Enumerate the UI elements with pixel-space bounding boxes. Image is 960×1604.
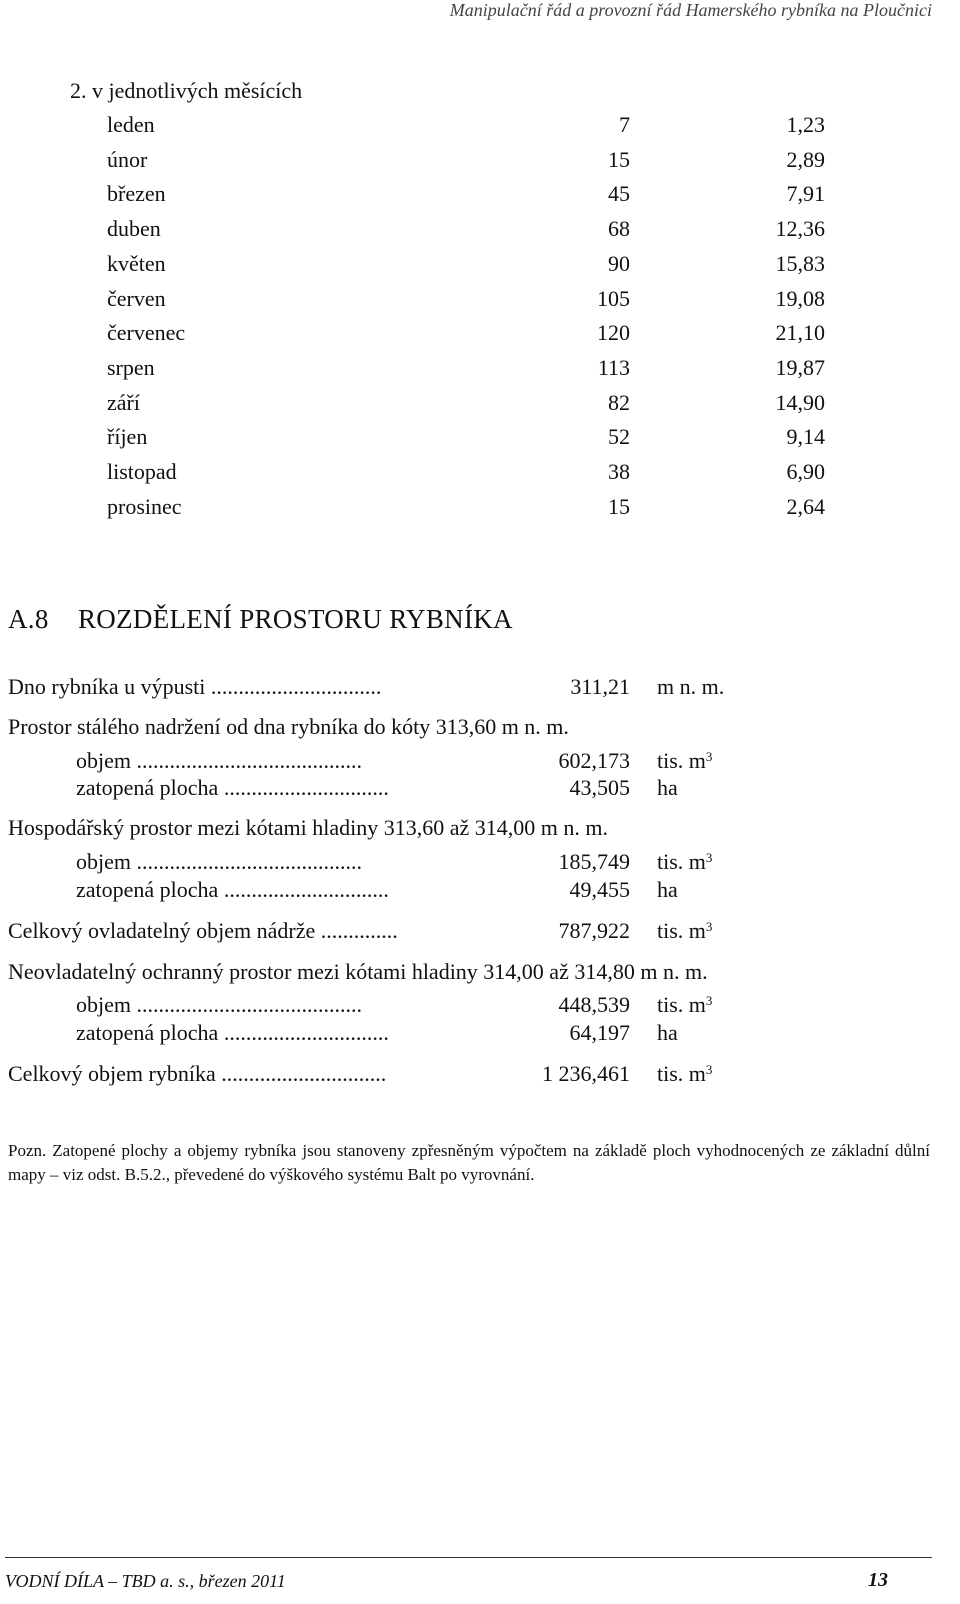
page-header: Manipulační řád a provozní řád Hamerského rybníka na Ploučnici [449,0,932,20]
dno-unit: m n. m. [657,674,725,699]
neovl-plocha-label: zatopená plocha .............................. [76,1020,389,1045]
unit-text: tis. m [657,849,706,874]
month-value-1: 15 [608,147,630,172]
footer-divider [5,1557,932,1558]
month-value-2: 1,23 [786,112,825,137]
celk-ovl-unit [657,918,712,944]
unit-exponent: 3 [705,993,713,1008]
month-value-2: 2,64 [786,494,825,519]
month-value-2: 9,14 [786,424,825,449]
month-name: leden [107,112,155,137]
neovl-heading: Neovladatelný ochranný prostor mezi kótami hladiny 314,00 až 314,80 m n. m. [8,959,708,984]
month-value-2: 7,91 [786,181,825,206]
celk-value: 1 236,461 [542,1061,630,1086]
month-value-1: 52 [608,424,630,449]
month-name: březen [107,181,166,206]
stale-plocha-value: 43,505 [569,775,630,800]
unit-exponent: 3 [705,1062,713,1077]
month-value-2: 6,90 [786,459,825,484]
month-value-2: 12,36 [775,216,825,241]
neovl-objem-value: 448,539 [558,992,630,1017]
celk-ovl-value: 787,922 [558,918,630,943]
month-name: duben [107,216,161,241]
celk-unit [657,1061,712,1087]
month-value-1: 45 [608,181,630,206]
footnote: Pozn. Zatopené plochy a objemy rybníka jsou stanoveny zpřesněným výpočtem na základě ploch vyhodnocených ze základní důlní mapy – viz odst. B.5.2., převedené do výškového systému Balt po vyrovnání. [8,1141,930,1184]
celk-ovl-label: Celkový ovladatelný objem nádrže .............. [8,918,398,943]
unit-exponent: 3 [705,749,713,764]
month-value-1: 120 [597,320,630,345]
hosp-objem-label: objem ......................................... [76,849,362,874]
month-value-1: 15 [608,494,630,519]
unit-text: tis. m [657,1061,706,1086]
neovl-plocha-unit: ha [657,1020,678,1045]
month-value-2: 14,90 [775,390,825,415]
stale-plocha-unit: ha [657,775,678,800]
dno-label: Dno rybníka u výpusti ............................... [8,674,382,699]
stale-objem-unit [657,748,712,774]
month-name: únor [107,147,148,172]
neovl-objem-label: objem ......................................... [76,992,362,1017]
month-value-1: 82 [608,390,630,415]
months-heading: 2. v jednotlivých měsících [70,78,303,103]
month-value-1: 113 [597,355,630,380]
hosp-heading: Hospodářský prostor mezi kótami hladiny 313,60 až 314,00 m n. m. [8,815,609,840]
month-value-1: 7 [619,112,630,137]
month-name: listopad [107,459,177,484]
month-value-1: 105 [597,286,630,311]
stale-plocha-label: zatopená plocha .............................. [76,775,389,800]
section-number: A.8 [8,604,49,634]
dno-value: 311,21 [570,674,630,699]
month-value-1: 38 [608,459,630,484]
month-name: říjen [107,424,148,449]
month-value-2: 2,89 [786,147,825,172]
section-heading [8,604,513,635]
month-name: červen [107,286,166,311]
month-value-2: 15,83 [775,251,825,276]
hosp-objem-unit [657,849,712,875]
page-number: 13 [868,1569,888,1591]
month-value-1: 68 [608,216,630,241]
unit-exponent: 3 [705,850,713,865]
neovl-plocha-value: 64,197 [569,1020,630,1045]
month-name: září [107,390,140,415]
month-value-1: 90 [608,251,630,276]
stale-objem-value: 602,173 [558,748,630,773]
footer-company: VODNÍ DÍLA – TBD a. s., březen 2011 [5,1571,286,1591]
hosp-plocha-label: zatopená plocha .............................. [76,877,389,902]
hosp-objem-value: 185,749 [558,849,630,874]
unit-text: tis. m [657,748,706,773]
month-value-2: 19,08 [775,286,825,311]
month-name: červenec [107,320,186,345]
month-name: květen [107,251,166,276]
hosp-plocha-unit: ha [657,877,678,902]
neovl-objem-unit [657,992,712,1018]
month-name: srpen [107,355,155,380]
hosp-plocha-value: 49,455 [569,877,630,902]
stale-objem-label: objem ......................................... [76,748,362,773]
section-title: ROZDĚLENÍ PROSTORU RYBNÍKA [78,604,513,634]
celk-label: Celkový objem rybníka .............................. [8,1061,387,1086]
month-value-2: 21,10 [775,320,825,345]
month-name: prosinec [107,494,182,519]
month-value-2: 19,87 [775,355,825,380]
stale-heading: Prostor stálého nadržení od dna rybníka do kóty 313,60 m n. m. [8,714,569,739]
unit-exponent: 3 [705,919,713,934]
unit-text: tis. m [657,918,706,943]
unit-text: tis. m [657,992,706,1017]
